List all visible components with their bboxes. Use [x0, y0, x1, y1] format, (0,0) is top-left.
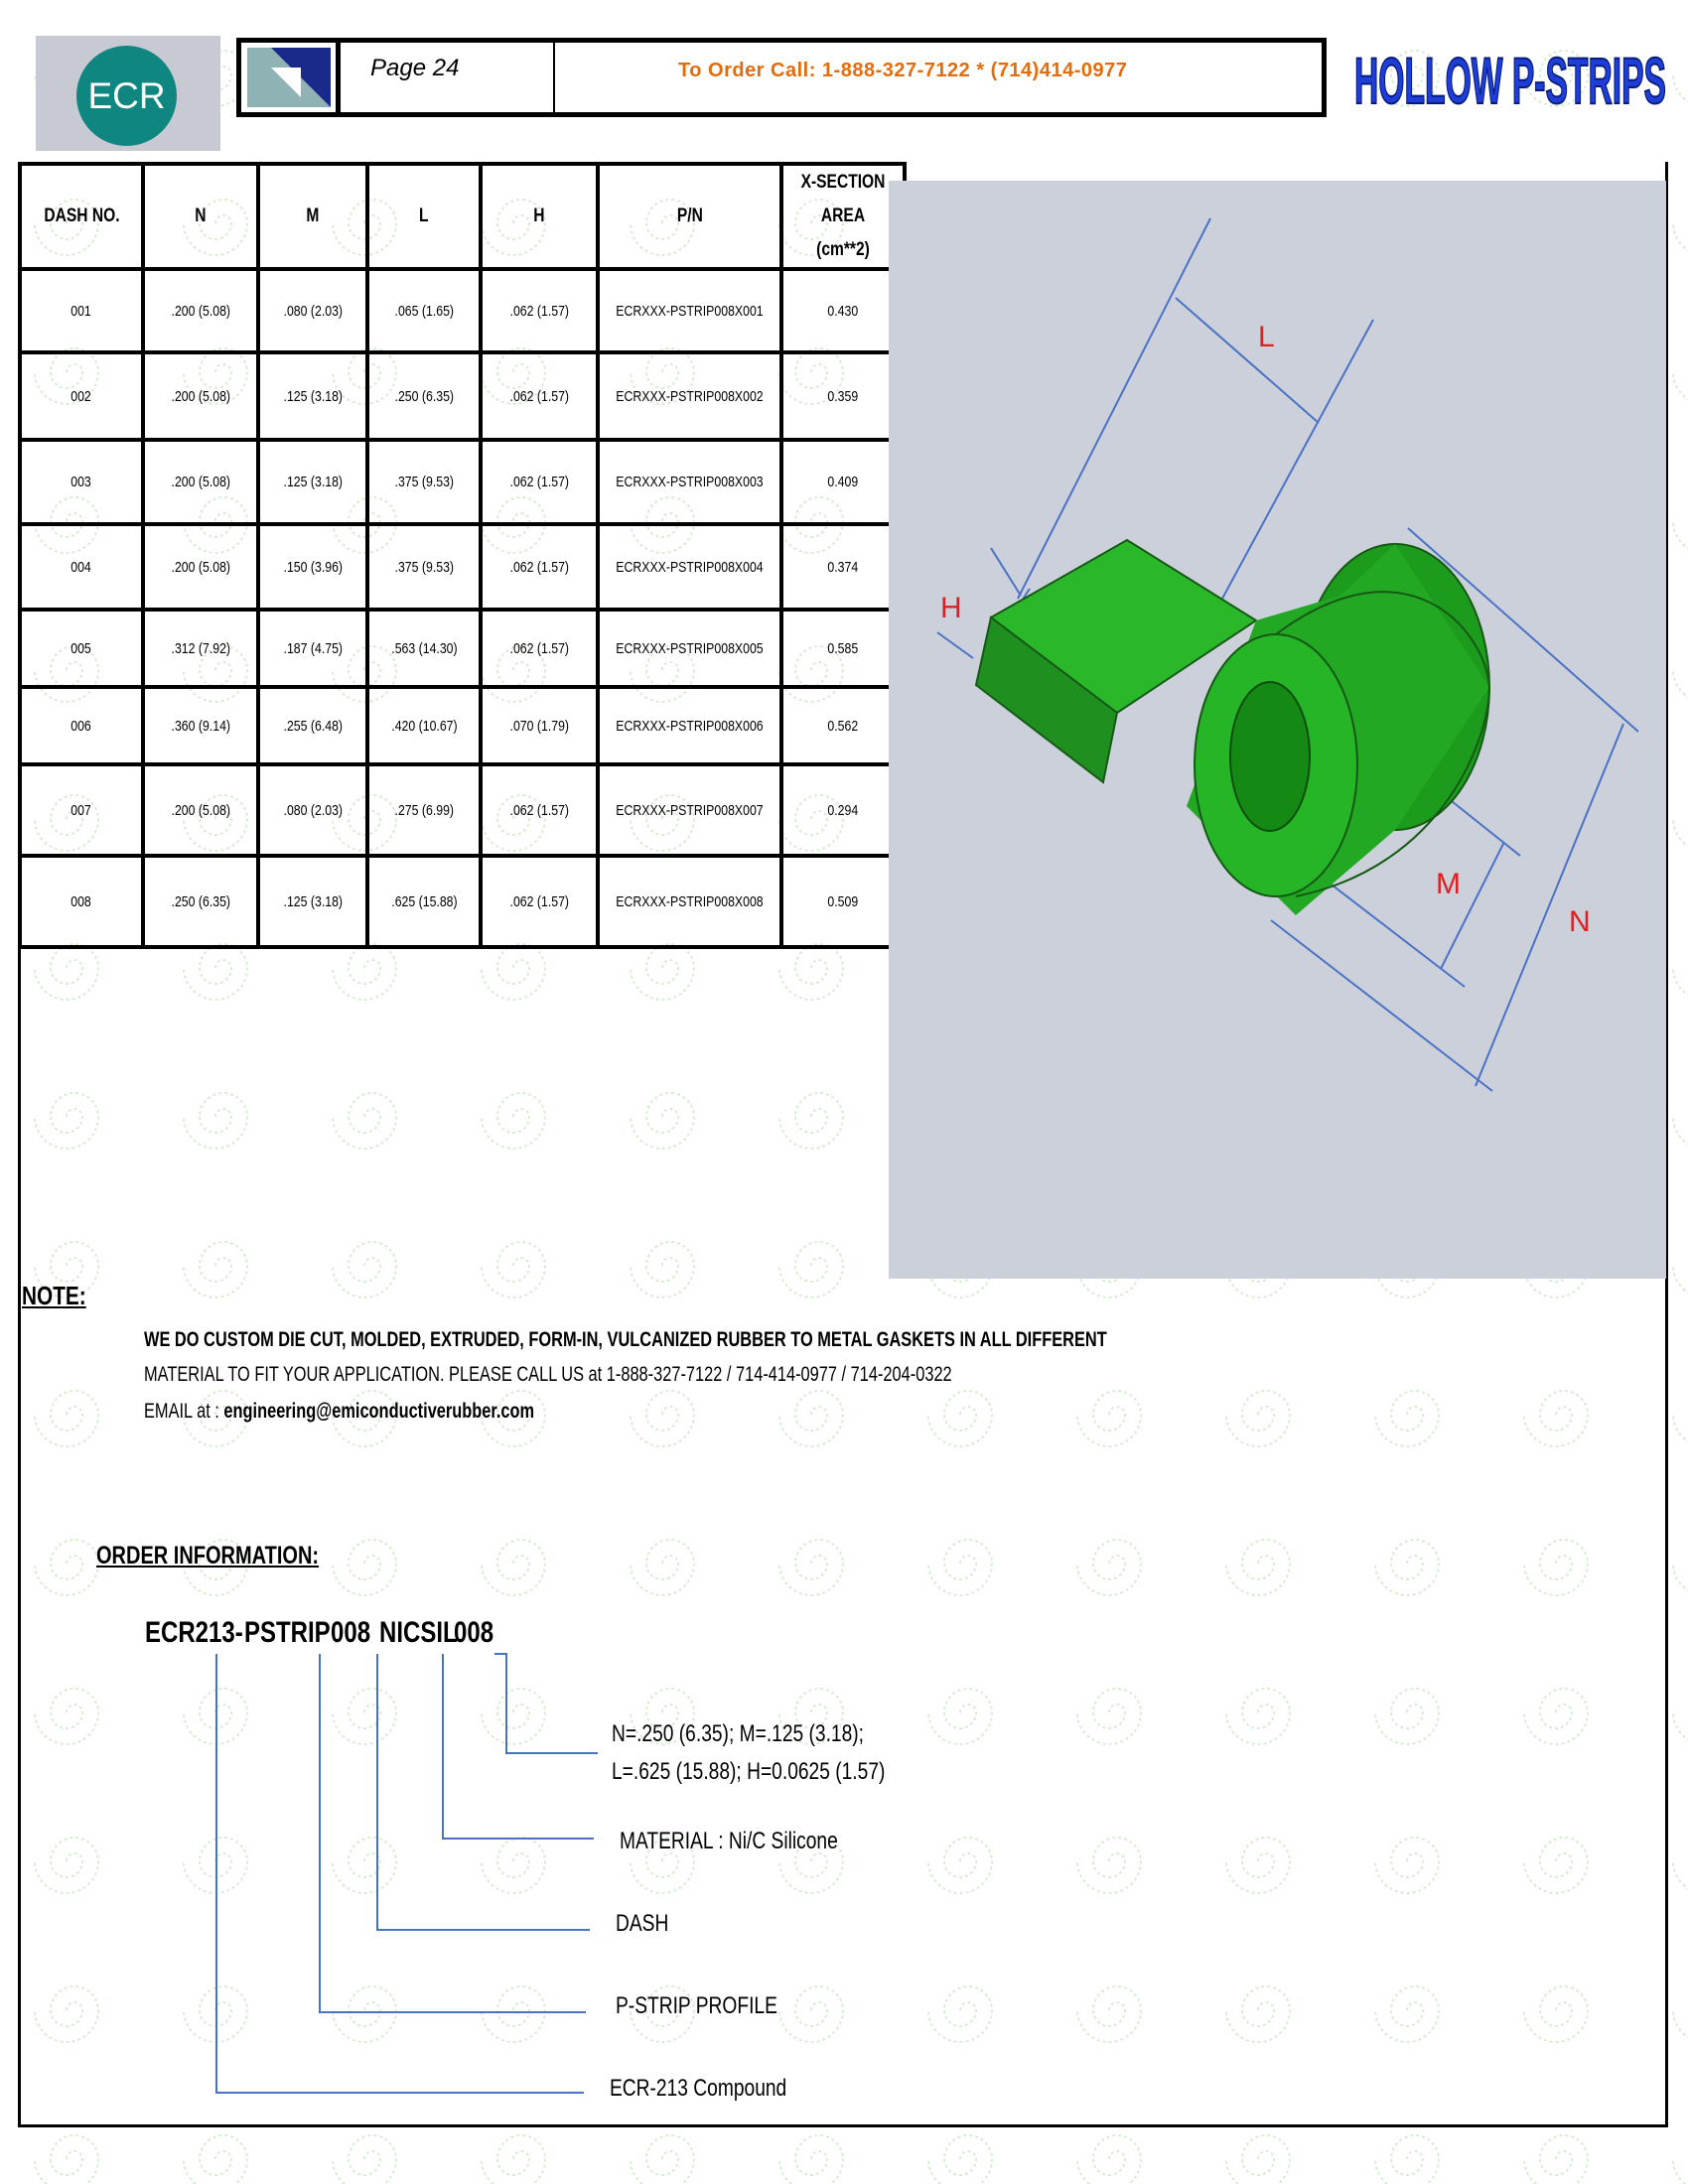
table-cell: .375 (9.53)	[367, 440, 481, 524]
table-cell: .080 (2.03)	[258, 269, 367, 352]
column-header: P/N	[598, 164, 781, 269]
table-cell: ECRXXX-PSTRIP008X001	[598, 269, 781, 352]
table-cell: .070 (1.79)	[481, 687, 598, 764]
column-header: M	[258, 164, 367, 269]
legend-compound: ECR-213 Compound	[610, 2075, 787, 2102]
table-cell: .360 (9.14)	[143, 687, 258, 764]
table-cell: .065 (1.65)	[367, 269, 481, 352]
table-cell: .062 (1.57)	[481, 610, 598, 687]
page-number: Page 24	[370, 55, 460, 81]
p-strip-part	[976, 540, 1489, 915]
table-cell: ECRXXX-PSTRIP008X006	[598, 687, 781, 764]
table-cell: .062 (1.57)	[481, 440, 598, 524]
code-material: NICSIL	[379, 1616, 458, 1649]
column-header: X-SECTION AREA (cm**2)	[781, 164, 905, 269]
table-cell: 001	[20, 269, 143, 352]
table-cell: 0.294	[781, 764, 905, 856]
table-cell: .062 (1.57)	[481, 524, 598, 610]
table-cell: .187 (4.75)	[258, 610, 367, 687]
table-cell: .275 (6.99)	[367, 764, 481, 856]
table-cell: 003	[20, 440, 143, 524]
legend-profile: P-STRIP PROFILE	[616, 1992, 777, 2019]
table-cell: ECRXXX-PSTRIP008X004	[598, 524, 781, 610]
table-cell: ECRXXX-PSTRIP008X002	[598, 352, 781, 440]
table-cell: .125 (3.18)	[258, 352, 367, 440]
table-cell: 002	[20, 352, 143, 440]
brand-title	[1348, 30, 1672, 125]
email-address[interactable]: engineering@emiconductiverubber.com	[223, 1400, 535, 1423]
table-cell: 0.430	[781, 269, 905, 352]
table-cell: .312 (7.92)	[143, 610, 258, 687]
table-row	[20, 524, 905, 610]
table-cell: .625 (15.88)	[367, 856, 481, 947]
table-cell: .125 (3.18)	[258, 440, 367, 524]
header-divider	[553, 43, 555, 112]
table-cell: 0.562	[781, 687, 905, 764]
legend-material: MATERIAL : Ni/C Silicone	[620, 1828, 838, 1854]
table-cell: .200 (5.08)	[143, 524, 258, 610]
note-heading: NOTE:	[22, 1281, 86, 1310]
note-line-1: WE DO CUSTOM DIE CUT, MOLDED, EXTRUDED, FORM-IN, VULCANIZED RUBBER TO METAL GASKETS IN ALL DIFFERENT	[144, 1328, 1107, 1351]
spec-table	[18, 162, 907, 949]
table-cell: .420 (10.67)	[367, 687, 481, 764]
label-n: N	[1569, 905, 1591, 938]
table-header-row	[20, 164, 905, 269]
column-header: DASH NO.	[20, 164, 143, 269]
header-bar	[236, 38, 1327, 117]
table-row	[20, 687, 905, 764]
table-cell: .062 (1.57)	[481, 764, 598, 856]
table-cell: 006	[20, 687, 143, 764]
order-phone: To Order Call: 1-888-327-7122 * (714)414-0977	[678, 60, 1128, 81]
legend-dash: DASH	[616, 1910, 669, 1937]
table-cell: 0.374	[781, 524, 905, 610]
table-row	[20, 764, 905, 856]
table-cell: 005	[20, 610, 143, 687]
table-cell: 0.409	[781, 440, 905, 524]
column-header: L	[367, 164, 481, 269]
table-cell: .080 (2.03)	[258, 764, 367, 856]
table-row	[20, 440, 905, 524]
table-cell: .150 (3.96)	[258, 524, 367, 610]
table-cell: .062 (1.57)	[481, 352, 598, 440]
code-size: 008	[454, 1616, 494, 1649]
table-cell: .200 (5.08)	[143, 352, 258, 440]
code-compound: ECR213-	[145, 1616, 243, 1649]
order-info-heading: ORDER INFORMATION:	[96, 1542, 320, 1570]
code-profile: PSTRIP	[244, 1616, 331, 1649]
table-cell: .062 (1.57)	[481, 269, 598, 352]
label-m: M	[1436, 868, 1461, 900]
legend-dims-2: L=.625 (15.88); H=0.0625 (1.57)	[612, 1758, 886, 1785]
table-cell: .255 (6.48)	[258, 687, 367, 764]
table-cell: 0.509	[781, 856, 905, 947]
table-cell: .200 (5.08)	[143, 440, 258, 524]
table-cell: ECRXXX-PSTRIP008X005	[598, 610, 781, 687]
table-cell: .200 (5.08)	[143, 764, 258, 856]
table-cell: ECRXXX-PSTRIP008X008	[598, 856, 781, 947]
table-cell: ECRXXX-PSTRIP008X003	[598, 440, 781, 524]
label-h: H	[940, 592, 962, 624]
column-header: N	[143, 164, 258, 269]
table-cell: .125 (3.18)	[258, 856, 367, 947]
table-cell: ECRXXX-PSTRIP008X007	[598, 764, 781, 856]
table-row	[20, 610, 905, 687]
table-cell: .563 (14.30)	[367, 610, 481, 687]
table-row	[20, 269, 905, 352]
code-dash: 008	[331, 1616, 371, 1649]
table-row	[20, 352, 905, 440]
table-cell: 0.585	[781, 610, 905, 687]
svg-text:HOLLOW P-STRIPS: HOLLOW P-STRIPS	[1354, 44, 1666, 117]
table-cell: .375 (9.53)	[367, 524, 481, 610]
table-row	[20, 856, 905, 947]
email-prefix: EMAIL at :	[144, 1400, 224, 1423]
column-header: H	[481, 164, 598, 269]
table-cell: .250 (6.35)	[367, 352, 481, 440]
ecr-logo	[36, 36, 220, 151]
table-cell: 0.359	[781, 352, 905, 440]
company-icon	[241, 43, 341, 112]
label-l: L	[1258, 321, 1275, 353]
logo-circle: ECR	[76, 46, 177, 146]
note-line-2: MATERIAL TO FIT YOUR APPLICATION. PLEASE CALL US at 1-888-327-7122 / 714-414-0977 / 714-204-0322	[144, 1363, 952, 1386]
table-cell: .250 (6.35)	[143, 856, 258, 947]
table-cell: 007	[20, 764, 143, 856]
table-cell: 004	[20, 524, 143, 610]
p-strip-diagram	[889, 181, 1666, 1279]
table-cell: 008	[20, 856, 143, 947]
note-email-line	[144, 1400, 534, 1424]
table-cell: .200 (5.08)	[143, 269, 258, 352]
legend-dims-1: N=.250 (6.35); M=.125 (3.18);	[612, 1720, 865, 1747]
table-cell: .062 (1.57)	[481, 856, 598, 947]
